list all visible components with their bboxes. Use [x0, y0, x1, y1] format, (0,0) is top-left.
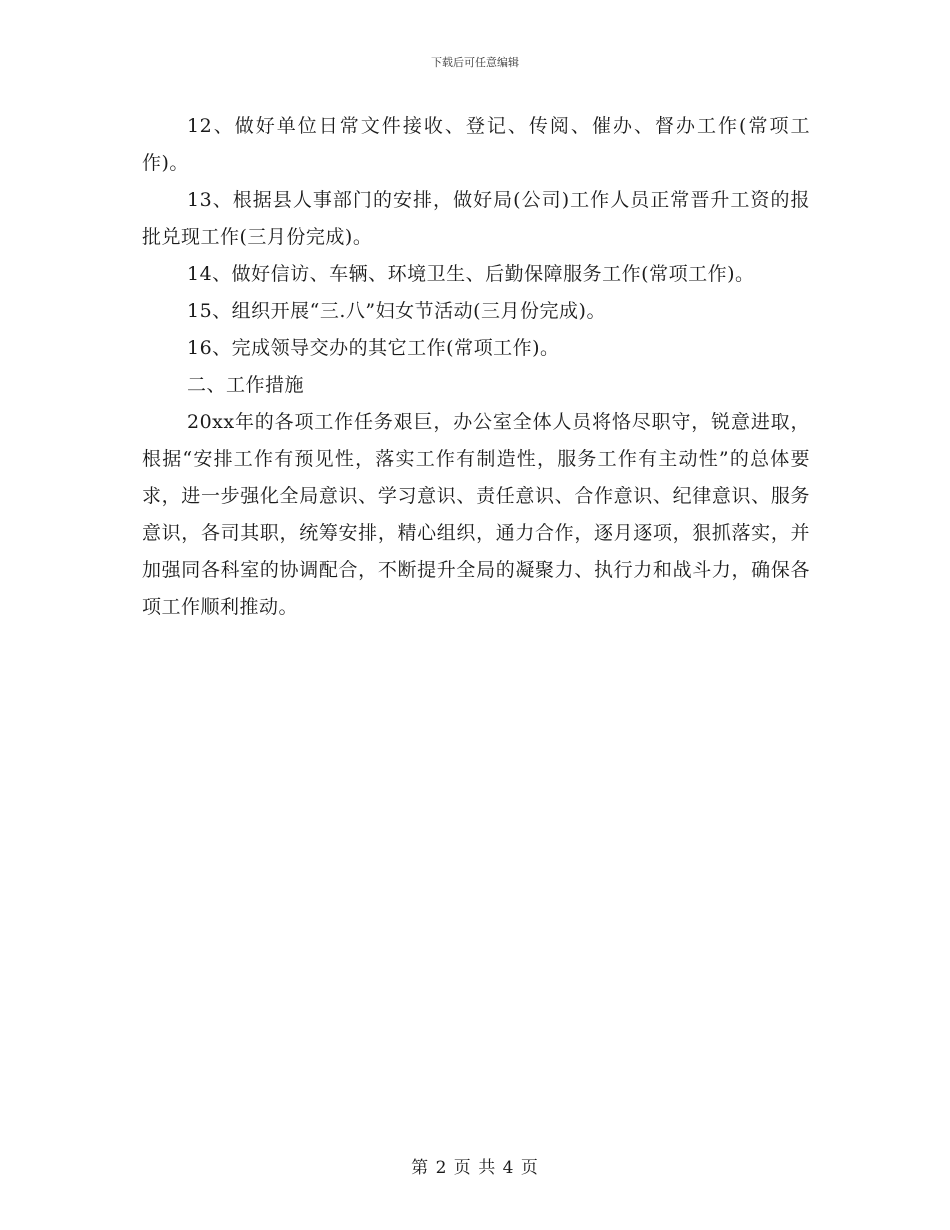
- paragraph-item-14: 14、做好信访、车辆、环境卫生、后勤保障服务工作(常项工作)。: [187, 263, 755, 285]
- paragraph-item-15: 15、组织开展“三.八”妇女节活动(三月份完成)。: [187, 300, 606, 322]
- download-editable-note: 下载后可任意编辑: [431, 56, 519, 69]
- paragraph-measures-body: 20xx年的各项工作任务艰巨，办公室全体人员将恪尽职守，锐意进取，根据“安排工作有预见性，落实工作有制造性，服务工作有主动性”的总体要求，进一步强化全局意识、学习意识、责任意识、合作意识、纪律意识、服务意识，各司其职，统筹安排，精心组织，通力合作，逐月逐项，狠抓落实，并加强同各科室的协调配合，不断提升全局的凝聚力、执行力和战斗力，确保各项工作顺利推动。: [142, 411, 810, 618]
- section-heading-measures: 二、工作措施: [187, 374, 305, 396]
- page-number-footer: 第 2 页 共 4 页: [411, 1158, 539, 1178]
- paragraph-item-12: 12、做好单位日常文件接收、登记、传阅、催办、督办工作(常项工作)。: [142, 115, 810, 174]
- paragraph-item-13: 13、根据县人事部门的安排，做好局(公司)工作人员正常晋升工资的报批兑现工作(三月份完成)。: [142, 189, 810, 248]
- document-body: [142, 108, 810, 626]
- paragraph-item-16: 16、完成领导交办的其它工作(常项工作)。: [187, 337, 560, 359]
